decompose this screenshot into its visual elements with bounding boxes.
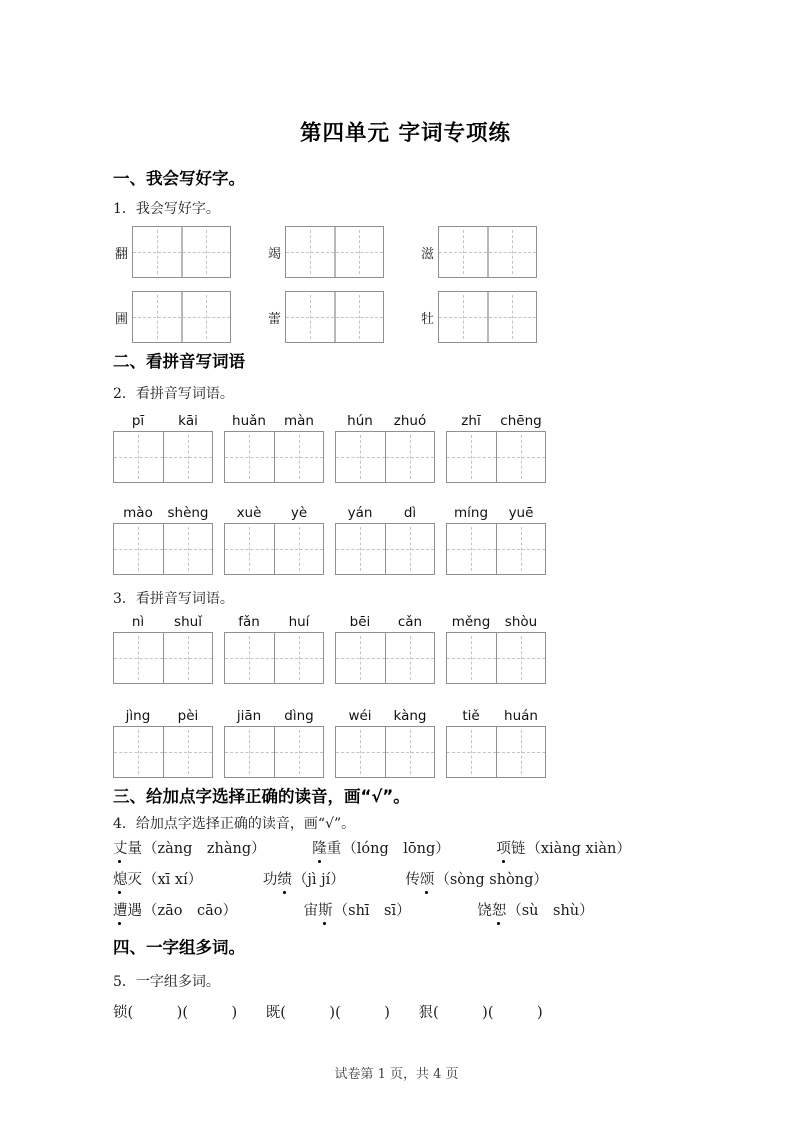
practice-char: 圃 — [114, 311, 128, 327]
question2-text: 2．看拼音写词语。 — [113, 386, 234, 402]
pinyin-word — [446, 614, 546, 684]
practice-char: 竭 — [267, 246, 281, 262]
pinyin-labels — [446, 614, 546, 630]
char-grid-group — [266, 226, 384, 278]
writing-grid — [224, 726, 324, 778]
pinyin-labels — [224, 708, 324, 724]
reading-choice-item — [477, 903, 593, 919]
grid-cell — [181, 292, 231, 342]
pinyin-labels — [335, 708, 435, 724]
pinyin-labels — [113, 708, 213, 724]
pinyin-labels — [113, 614, 213, 630]
pinyin-labels — [335, 505, 435, 521]
section3-heading: 三、给加点字选择正确的读音，画“√”。 — [113, 787, 410, 806]
pinyin-syllable: yán — [347, 505, 373, 521]
grid-cell — [114, 633, 163, 683]
reading-choice-item — [113, 903, 237, 919]
phrase-post: 遇 — [127, 903, 142, 919]
pronunciation-options: （xiàng xiàn） — [526, 841, 631, 857]
pinyin-word — [446, 708, 546, 778]
grid-cell — [336, 524, 385, 574]
page-footer: 试卷第 1 页，共 4 页 — [334, 1067, 459, 1082]
writing-grid — [335, 523, 435, 575]
pinyin-syllable: hún — [347, 413, 373, 429]
grid-cell — [439, 227, 487, 277]
dotted-char: 恕 — [491, 903, 507, 919]
word-building-line — [113, 1004, 698, 1023]
reading-choice-item — [263, 872, 345, 888]
pinyin-word — [113, 505, 213, 575]
word-building-item — [266, 1005, 390, 1021]
grid-cell — [334, 292, 384, 342]
pinyin-syllable: shòu — [504, 614, 538, 630]
pinyin-syllable: xuè — [236, 505, 262, 521]
pronunciation-options: （zàng zhàng） — [143, 841, 266, 857]
grid-cell — [447, 727, 496, 777]
grid-cell — [274, 727, 324, 777]
pinyin-syllable: zhuó — [393, 413, 427, 429]
pinyin-syllable: mào — [123, 505, 153, 521]
reading-choice-line-2 — [113, 871, 698, 890]
pinyin-syllable: shèng — [167, 505, 209, 521]
pinyin-word — [224, 708, 324, 778]
pronunciation-options: （sù shù） — [507, 903, 594, 919]
writing-grid — [113, 632, 213, 684]
pinyin-syllable: jiān — [236, 708, 262, 724]
pinyin-word — [335, 708, 435, 778]
grid-cell — [336, 432, 385, 482]
pronunciation-options: （xī xí） — [143, 872, 203, 888]
practice-char: 蕾 — [267, 311, 281, 327]
section2-heading: 二、看拼音写词语 — [113, 352, 245, 371]
pinyin-syllable: huí — [288, 614, 310, 630]
grid-cell — [133, 292, 181, 342]
practice-char: 滋 — [420, 246, 434, 262]
practice-char: 牡 — [420, 311, 434, 327]
writing-grid — [446, 523, 546, 575]
grid-cell — [336, 633, 385, 683]
pinyin-syllable: zhī — [461, 413, 481, 429]
pinyin-syllable: nì — [131, 614, 145, 630]
writing-grid — [446, 726, 546, 778]
grid-cell — [334, 227, 384, 277]
pinyin-labels — [335, 614, 435, 630]
grid-cell — [225, 524, 274, 574]
grid-cell — [496, 524, 546, 574]
char-grid-group — [266, 291, 384, 343]
pronunciation-options: （jì jí） — [292, 872, 345, 888]
char-grid-group — [113, 226, 231, 278]
phrase-pre: 宙 — [303, 903, 319, 919]
reading-choice-item — [304, 903, 411, 919]
grid-cell — [496, 727, 546, 777]
dotted-char: 斯 — [318, 903, 333, 919]
pinyin-syllable: fǎn — [238, 614, 260, 630]
pinyin-row-4 — [113, 708, 698, 778]
grid-cell — [385, 432, 435, 482]
pinyin-syllable: yuē — [508, 505, 534, 521]
pinyin-syllable: shuǐ — [174, 614, 202, 630]
writing-grid — [438, 291, 537, 343]
grid-cell — [114, 727, 163, 777]
grid-cell — [133, 227, 181, 277]
grid-cell — [385, 524, 435, 574]
grid-cell — [274, 432, 324, 482]
base-char: 锁 — [113, 1005, 128, 1021]
grid-cell — [496, 633, 546, 683]
pinyin-syllable: wéi — [348, 708, 372, 724]
practice-char: 翻 — [114, 246, 128, 262]
grid-cell — [225, 633, 274, 683]
pinyin-word — [113, 413, 213, 483]
pinyin-syllable: kāi — [178, 413, 198, 429]
pinyin-syllable: huǎn — [232, 413, 266, 429]
word-building-item — [419, 1005, 543, 1021]
pinyin-syllable: míng — [453, 505, 489, 521]
reading-choice-item — [405, 872, 548, 888]
pinyin-syllable: chēng — [500, 413, 542, 429]
section4-heading: 四、一字组多词。 — [113, 938, 245, 957]
writing-grid — [446, 431, 546, 483]
writing-grid — [285, 226, 384, 278]
pinyin-word — [446, 413, 546, 483]
grid-cell — [114, 432, 163, 482]
answer-blanks: ( )( ) — [127, 1005, 238, 1021]
grid-cell — [286, 292, 334, 342]
writing-grid — [224, 632, 324, 684]
phrase-pre: 传 — [405, 872, 420, 888]
dotted-char: 绩 — [277, 872, 292, 888]
question5-text: 5．一字组多词。 — [113, 974, 220, 990]
pinyin-word — [335, 413, 435, 483]
pinyin-syllable: pī — [131, 413, 145, 429]
phrase-post: 重 — [326, 841, 342, 857]
grid-cell — [225, 727, 274, 777]
pinyin-labels — [446, 505, 546, 521]
phrase-post: 灭 — [127, 872, 142, 888]
pinyin-syllable: cǎn — [397, 614, 423, 630]
grid-cell — [385, 727, 435, 777]
reading-choice-line-1 — [113, 840, 698, 859]
pinyin-syllable: měng — [451, 614, 491, 630]
writing-grid — [446, 632, 546, 684]
pinyin-word — [113, 708, 213, 778]
pinyin-syllable: yè — [290, 505, 308, 521]
grid-cell — [439, 292, 487, 342]
grid-cell — [114, 524, 163, 574]
pinyin-word — [335, 505, 435, 575]
page-title: 第四单元 字词专项练 — [300, 121, 511, 146]
question3-text: 3．看拼音写词语。 — [113, 591, 234, 607]
phrase-post: 量 — [127, 841, 142, 857]
section1-heading: 一、我会写好字。 — [113, 169, 245, 188]
grid-cell — [163, 727, 213, 777]
writing-grid — [335, 632, 435, 684]
pinyin-word — [224, 505, 324, 575]
grid-cell — [496, 432, 546, 482]
pinyin-syllable: dìng — [284, 708, 314, 724]
pinyin-row-2 — [113, 505, 698, 575]
grid-cell — [385, 633, 435, 683]
reading-choice-line-3 — [113, 902, 698, 921]
grid-cell — [163, 432, 213, 482]
pinyin-labels — [224, 505, 324, 521]
word-building-item — [113, 1005, 237, 1021]
writing-grid — [224, 523, 324, 575]
reading-choice-item — [113, 872, 202, 888]
pronunciation-options: （sòng shòng） — [435, 872, 548, 888]
pinyin-labels — [446, 413, 546, 429]
pinyin-syllable: bēi — [349, 614, 371, 630]
writing-grid — [285, 291, 384, 343]
char-grid-row-1 — [113, 226, 698, 278]
reading-choice-item — [312, 841, 449, 857]
reading-choice-item — [496, 841, 631, 857]
phrase-pre: 功 — [262, 872, 278, 888]
pronunciation-options: （shī sī） — [333, 903, 411, 919]
grid-cell — [487, 227, 537, 277]
dotted-char: 丈 — [113, 841, 128, 857]
grid-cell — [225, 432, 274, 482]
base-char: 狠 — [418, 1005, 433, 1021]
grid-cell — [274, 524, 324, 574]
pinyin-syllable: màn — [284, 413, 314, 429]
question1-text: 1．我会写好字。 — [113, 201, 220, 217]
question4-text: 4．给加点字选择正确的读音，画“√”。 — [113, 816, 356, 832]
pinyin-labels — [224, 413, 324, 429]
grid-cell — [336, 727, 385, 777]
writing-grid — [113, 431, 213, 483]
char-grid-group — [419, 226, 537, 278]
pinyin-row-3 — [113, 614, 698, 684]
pronunciation-options: （zāo cāo） — [143, 903, 238, 919]
pinyin-syllable: huán — [504, 708, 538, 724]
grid-cell — [163, 524, 213, 574]
pinyin-word — [224, 614, 324, 684]
dotted-char: 熄 — [113, 872, 128, 888]
char-grid-row-2 — [113, 291, 698, 343]
writing-grid — [132, 291, 231, 343]
writing-grid — [113, 726, 213, 778]
writing-grid — [113, 523, 213, 575]
pinyin-syllable: dì — [403, 505, 417, 521]
writing-grid — [132, 226, 231, 278]
pinyin-row-1 — [113, 413, 698, 483]
dotted-char: 项 — [496, 841, 511, 857]
dotted-char: 隆 — [312, 841, 327, 857]
answer-blanks: ( )( ) — [280, 1005, 390, 1021]
char-grid-group — [419, 291, 537, 343]
pinyin-word — [335, 614, 435, 684]
grid-cell — [181, 227, 231, 277]
pinyin-labels — [446, 708, 546, 724]
pinyin-labels — [224, 614, 324, 630]
pinyin-labels — [335, 413, 435, 429]
pronunciation-options: （lóng lōng） — [342, 841, 450, 857]
pinyin-syllable: tiě — [462, 708, 480, 724]
dotted-char: 颂 — [419, 872, 435, 888]
pinyin-syllable: jìng — [125, 708, 151, 724]
grid-cell — [447, 633, 496, 683]
writing-grid — [224, 431, 324, 483]
pinyin-syllable: kàng — [393, 708, 427, 724]
grid-cell — [163, 633, 213, 683]
dotted-char: 遭 — [113, 903, 128, 919]
pinyin-word — [446, 505, 546, 575]
base-char: 既 — [265, 1005, 281, 1021]
pinyin-labels — [113, 413, 213, 429]
grid-cell — [487, 292, 537, 342]
grid-cell — [274, 633, 324, 683]
pinyin-word — [113, 614, 213, 684]
grid-cell — [286, 227, 334, 277]
phrase-post: 链 — [510, 841, 526, 857]
writing-grid — [438, 226, 537, 278]
answer-blanks: ( )( ) — [433, 1005, 543, 1021]
pinyin-syllable: pèi — [177, 708, 199, 724]
pinyin-word — [224, 413, 324, 483]
writing-grid — [335, 431, 435, 483]
char-grid-group — [113, 291, 231, 343]
grid-cell — [447, 432, 496, 482]
phrase-pre: 饶 — [477, 903, 492, 919]
reading-choice-item — [113, 841, 266, 857]
writing-grid — [335, 726, 435, 778]
grid-cell — [447, 524, 496, 574]
pinyin-labels — [113, 505, 213, 521]
